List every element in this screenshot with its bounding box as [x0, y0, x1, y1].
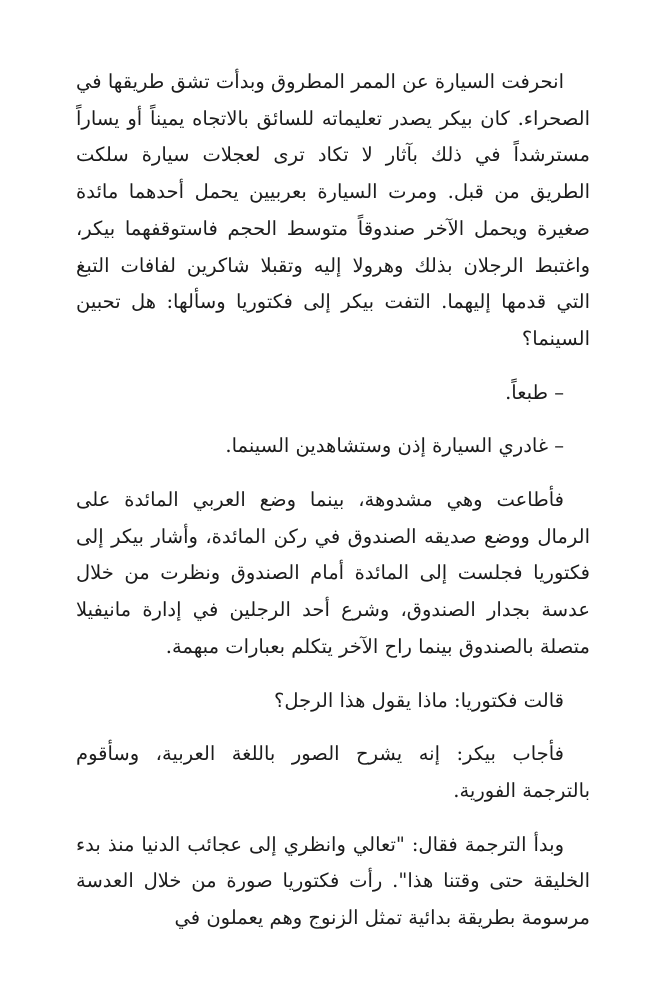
- document-page: [76, 64, 590, 937]
- paragraph-victoria-asks: قالت فكتوريا: ماذا يقول هذا الرجل؟: [274, 688, 564, 712]
- paragraph-she-obeyed: فأطاعت وهي مشدوهة، بينما وضع العربي المائدة على الرمال ووضع صديقه الصندوق في ركن المائدة، وأشار بيكر إلى فكتوريا فجلست إلى المائدة أمام الصندوق ونظرت من خلال عدسة بجدار الصندوق، وشرع أحد الرجلين في إدارة مانيفيلا متصلة بالصندوق بينما راح الآخر يتكلم بعبارات مبهمة.: [76, 488, 590, 658]
- dialogue-leave-car: – غادري السيارة إذن وستشاهدين السينما.: [225, 434, 564, 458]
- paragraph-baker-answers: فأجاب بيكر: إنه يشرح الصور باللغة العربية، وسأقوم بالترجمة الفورية.: [76, 742, 590, 802]
- paragraph-translation-begins: وبدأ الترجمة فقال: "تعالي وانظري إلى عجائب الدنيا منذ بدء الخليقة حتى وقتنا هذا". رأت فكتوريا صورة من خلال العدسة مرسومة بطريقة بدائية تمثل الزنوج وهم يعملون في: [76, 832, 590, 930]
- dialogue-of-course: – طبعاً.: [505, 380, 564, 404]
- paragraph-car-turns: انحرفت السيارة عن الممر المطروق وبدأت تشق طريقها في الصحراء. كان بيكر يصدر تعليماته للسائق بالاتجاه يميناً أو يساراً مسترشداً في ذلك بآثار لا تكاد ترى لعجلات سيارة سلكت الطريق من قبل. ومرت السيارة بعربيين يحمل أحدهما مائدة صغيرة ويحمل الآخر صندوقاً متوسط الحجم فاستوقفهما بيكر، واغتبط الرجلان بذلك وهرولا إليه وتقبلا شاكرين لفافات التبغ التي قدمها إليهما. التفت بيكر إلى فكتوريا وسألها: هل تحبين السينما؟: [76, 70, 590, 350]
